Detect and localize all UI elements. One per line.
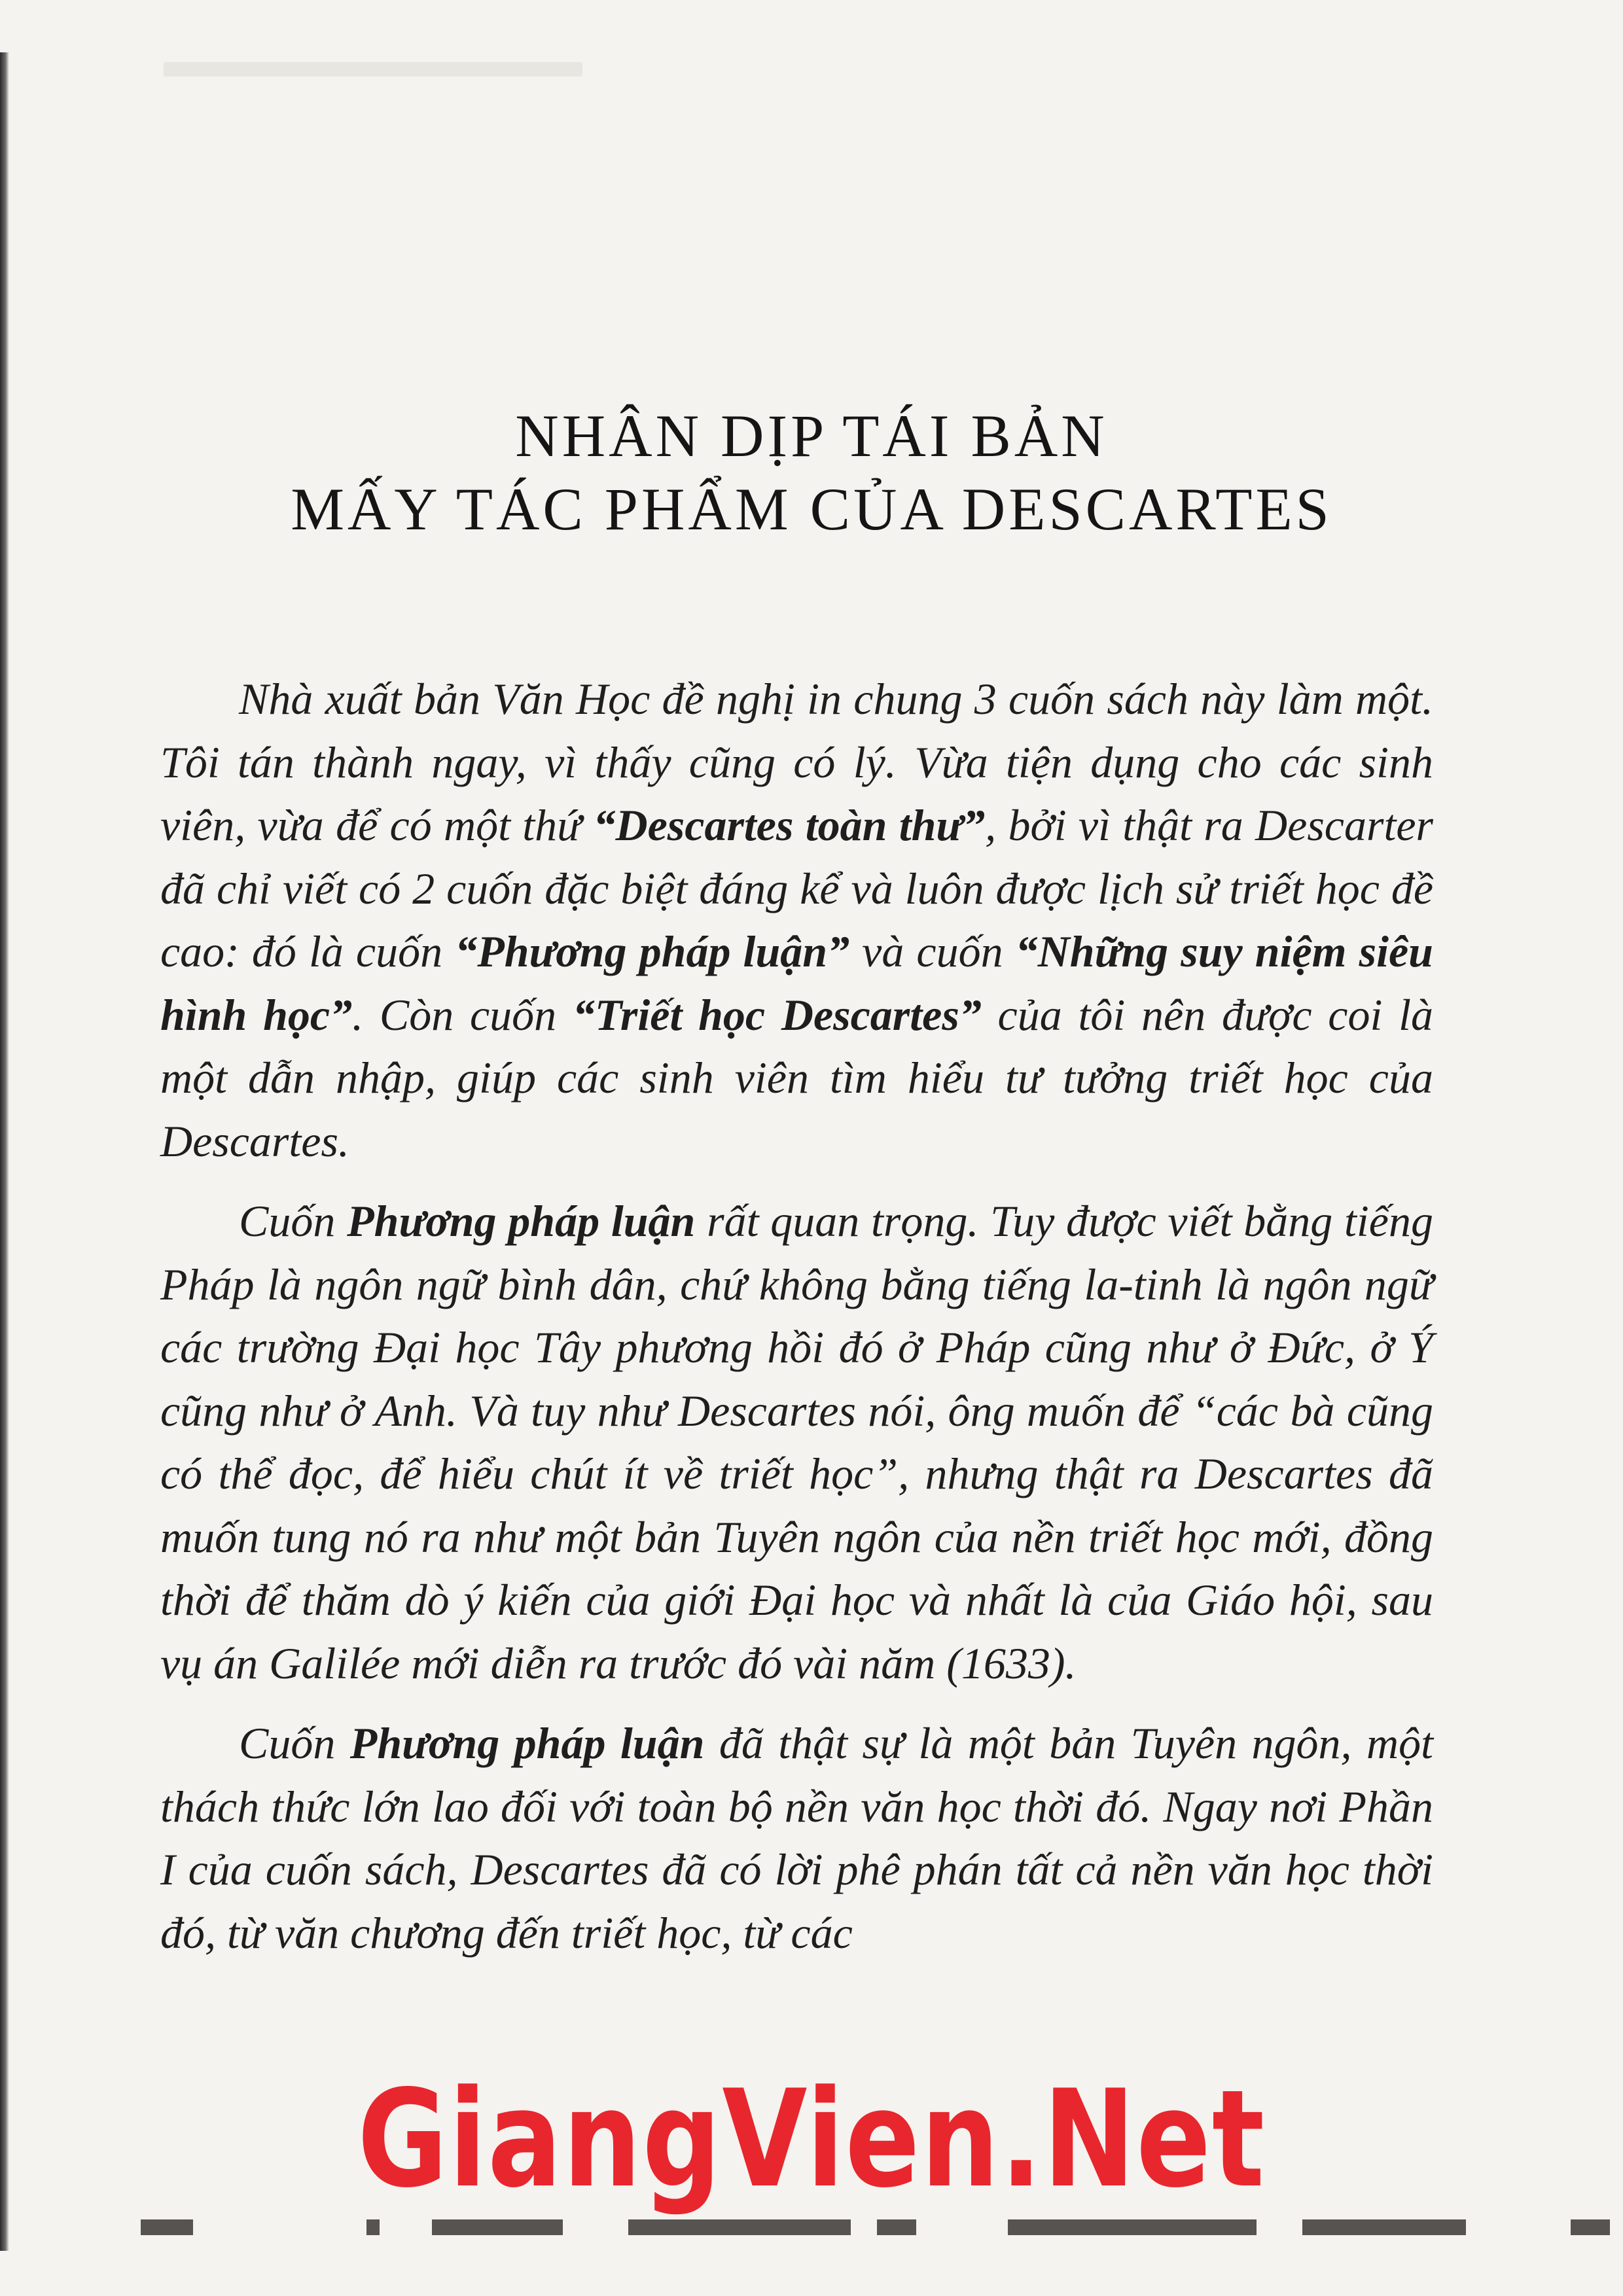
emphasized-title: “Triết học Descartes” [572,989,982,1040]
text-run: và cuốn [849,927,1016,976]
text-run: Cuốn [239,1718,350,1768]
paragraph-1 [160,667,1433,1173]
text-run: của tôi nên được coi là một dẫn nhập, giúp các sinh viên tìm hiểu tư tưởng triết học của Descartes. [160,989,1433,1166]
scan-left-edge [0,52,9,2251]
text-run: Nhà xuất bản Văn Học đề nghị in chung 3 cuốn sách này làm một. Tôi tán thành ngay, vì thấy cũng có lý. Vừa tiện dụng cho các sinh viên, vừa để có một thứ [160,674,1433,850]
paragraph-3 [160,1712,1433,1964]
body-text [160,667,1433,1981]
emphasized-title: “Phương pháp luận” [455,927,850,976]
page-title [0,399,1623,546]
title-line-2: MẤY TÁC PHẨM CỦA DESCARTES [291,476,1332,542]
text-run: , bởi vì thật ra Descarter đã chỉ viết có 2 cuốn đặc biệt đáng kể và luôn được lịch sử triết học đề cao: đó là cuốn [160,800,1433,976]
paragraph-2 [160,1190,1433,1695]
emphasized-title: “Những suy niệm siêu hình học” [160,927,1433,1040]
emphasized-title: “Descartes toàn thư” [593,800,986,850]
text-run: rất quan trọng. Tuy được viết bằng tiếng Pháp là ngôn ngữ bình dân, chứ không bằng tiếng la-tinh là ngôn ngữ các trường Đại học Tây phương hồi đó ở Pháp cũng như ở Đức, ở Ý cũng như ở Anh. Và tuy như Descartes nói, ông muốn để “các bà cũng có thể đọc, để hiểu chút ít về triết học”, nhưng thật ra Descartes đã muốn tung nó ra như một bản Tuyên ngôn của nền triết học mới, đồng thời để thăm dò ý kiến của giới Đại học và nhất là của Giáo hội, sau vụ án Galilée mới diễn ra trước đó vài năm (1633). [160,1196,1433,1688]
show-through-header [164,62,582,77]
emphasized-title: Phương pháp luận [349,1718,705,1768]
emphasized-title: Phương pháp luận [347,1196,696,1246]
watermark-logo: GiangVien.Net [357,2062,1266,2217]
scan-bottom-edge [0,2212,1623,2244]
title-line-1: NHÂN DỊP TÁI BẢN [515,402,1108,469]
text-run: . Còn cuốn [352,989,573,1040]
text-run: đã thật sự là một bản Tuyên ngôn, một thách thức lớn lao đối với toàn bộ nền văn học thời đó. Ngay nơi Phần I của cuốn sách, Descartes đã có lời phê phán tất cả nền văn học thời đó, từ văn chương đến triết học, từ các [160,1718,1433,1958]
text-run: Cuốn [239,1196,348,1246]
